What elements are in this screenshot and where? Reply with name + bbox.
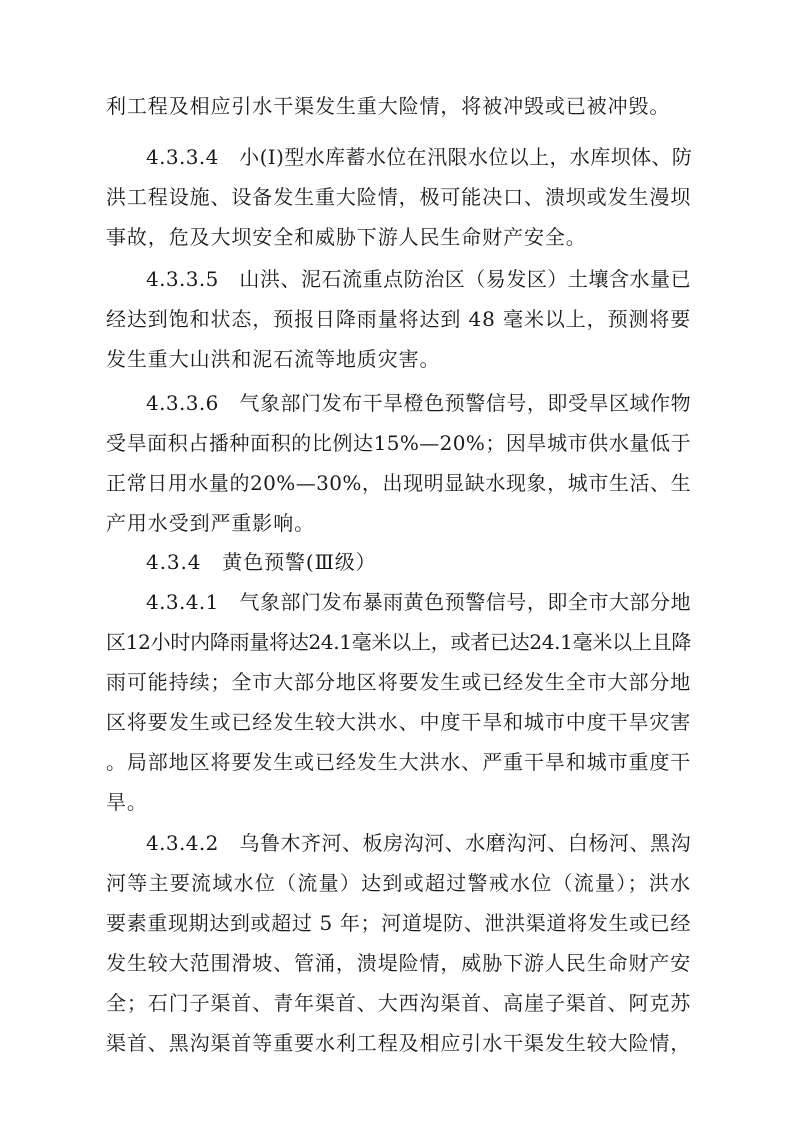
text-line: 发生较大范围滑坡、管涌，溃堤险情，威胁下游人民生命财产安	[106, 951, 692, 975]
text-line: 受旱面积占播种面积的比例达15%—20%；因旱城市供水量低于	[106, 431, 691, 455]
text-line: 全；石门子渠首、青年渠首、大西沟渠首、高崖子渠首、阿克苏	[106, 991, 692, 1015]
text-line: 发生重大山洪和泥石流等地质灾害。	[106, 347, 441, 371]
text-line: 产用水受到严重影响。	[106, 511, 315, 535]
text-line: 旱。	[106, 790, 148, 814]
text-line: 利工程及相应引水干渠发生重大险情，将被冲毁或已被冲毁。	[106, 94, 671, 118]
text-line: 河等主要流域水位（流量）达到或超过警戒水位（流量）；洪水	[106, 871, 691, 895]
section-4-3-3-5-heading-line: 4.3.3.5 山洪、泥石流重点防治区（易发区）土壤含水量已	[146, 267, 691, 291]
text-line: 事故，危及大坝安全和威胁下游人民生命财产安全。	[106, 225, 587, 249]
text-line: 要素重现期达到或超过 5 年；河道堤防、泄洪渠道将发生或已经	[106, 911, 691, 935]
text-line: 。局部地区将要发生或已经发生大洪水、严重干旱和城市重度干	[106, 750, 692, 774]
section-4-3-4-1-heading-line: 4.3.4.1 气象部门发布暴雨黄色预警信号，即全市大部分地	[146, 590, 691, 614]
text-line: 区将要发生或已经发生较大洪水、中度干旱和城市中度干旱灾害	[106, 710, 692, 734]
text-line: 区12小时内降雨量将达24.1毫米以上，或者已达24.1毫米以上且降	[106, 630, 691, 654]
section-4-3-3-4-heading-line: 4.3.3.4 小(Ⅰ)型水库蓄水位在汛限水位以上，水库坝体、防	[146, 145, 693, 169]
text-line: 洪工程设施、设备发生重大险情，极可能决口、溃坝或发生漫坝	[106, 185, 692, 209]
text-line: 雨可能持续；全市大部分地区将要发生或已经发生全市大部分地	[106, 670, 692, 694]
section-4-3-4-2-heading-line: 4.3.4.2 乌鲁木齐河、板房沟河、水磨沟河、白杨河、黑沟	[146, 831, 691, 855]
section-4-3-3-6-heading-line: 4.3.3.6 气象部门发布干旱橙色预警信号，即受旱区域作物	[146, 391, 691, 415]
text-line: 渠首、黑沟渠首等重要水利工程及相应引水干渠发生较大险情，	[106, 1031, 692, 1055]
text-line: 正常日用水量的20%—30%，出现明显缺水现象，城市生活、生	[106, 471, 691, 495]
section-4-3-4-heading: 4.3.4 黄色预警(Ⅲ级）	[146, 550, 377, 574]
text-line: 经达到饱和状态，预报日降雨量将达到 48 毫米以上，预测将要	[106, 307, 692, 331]
